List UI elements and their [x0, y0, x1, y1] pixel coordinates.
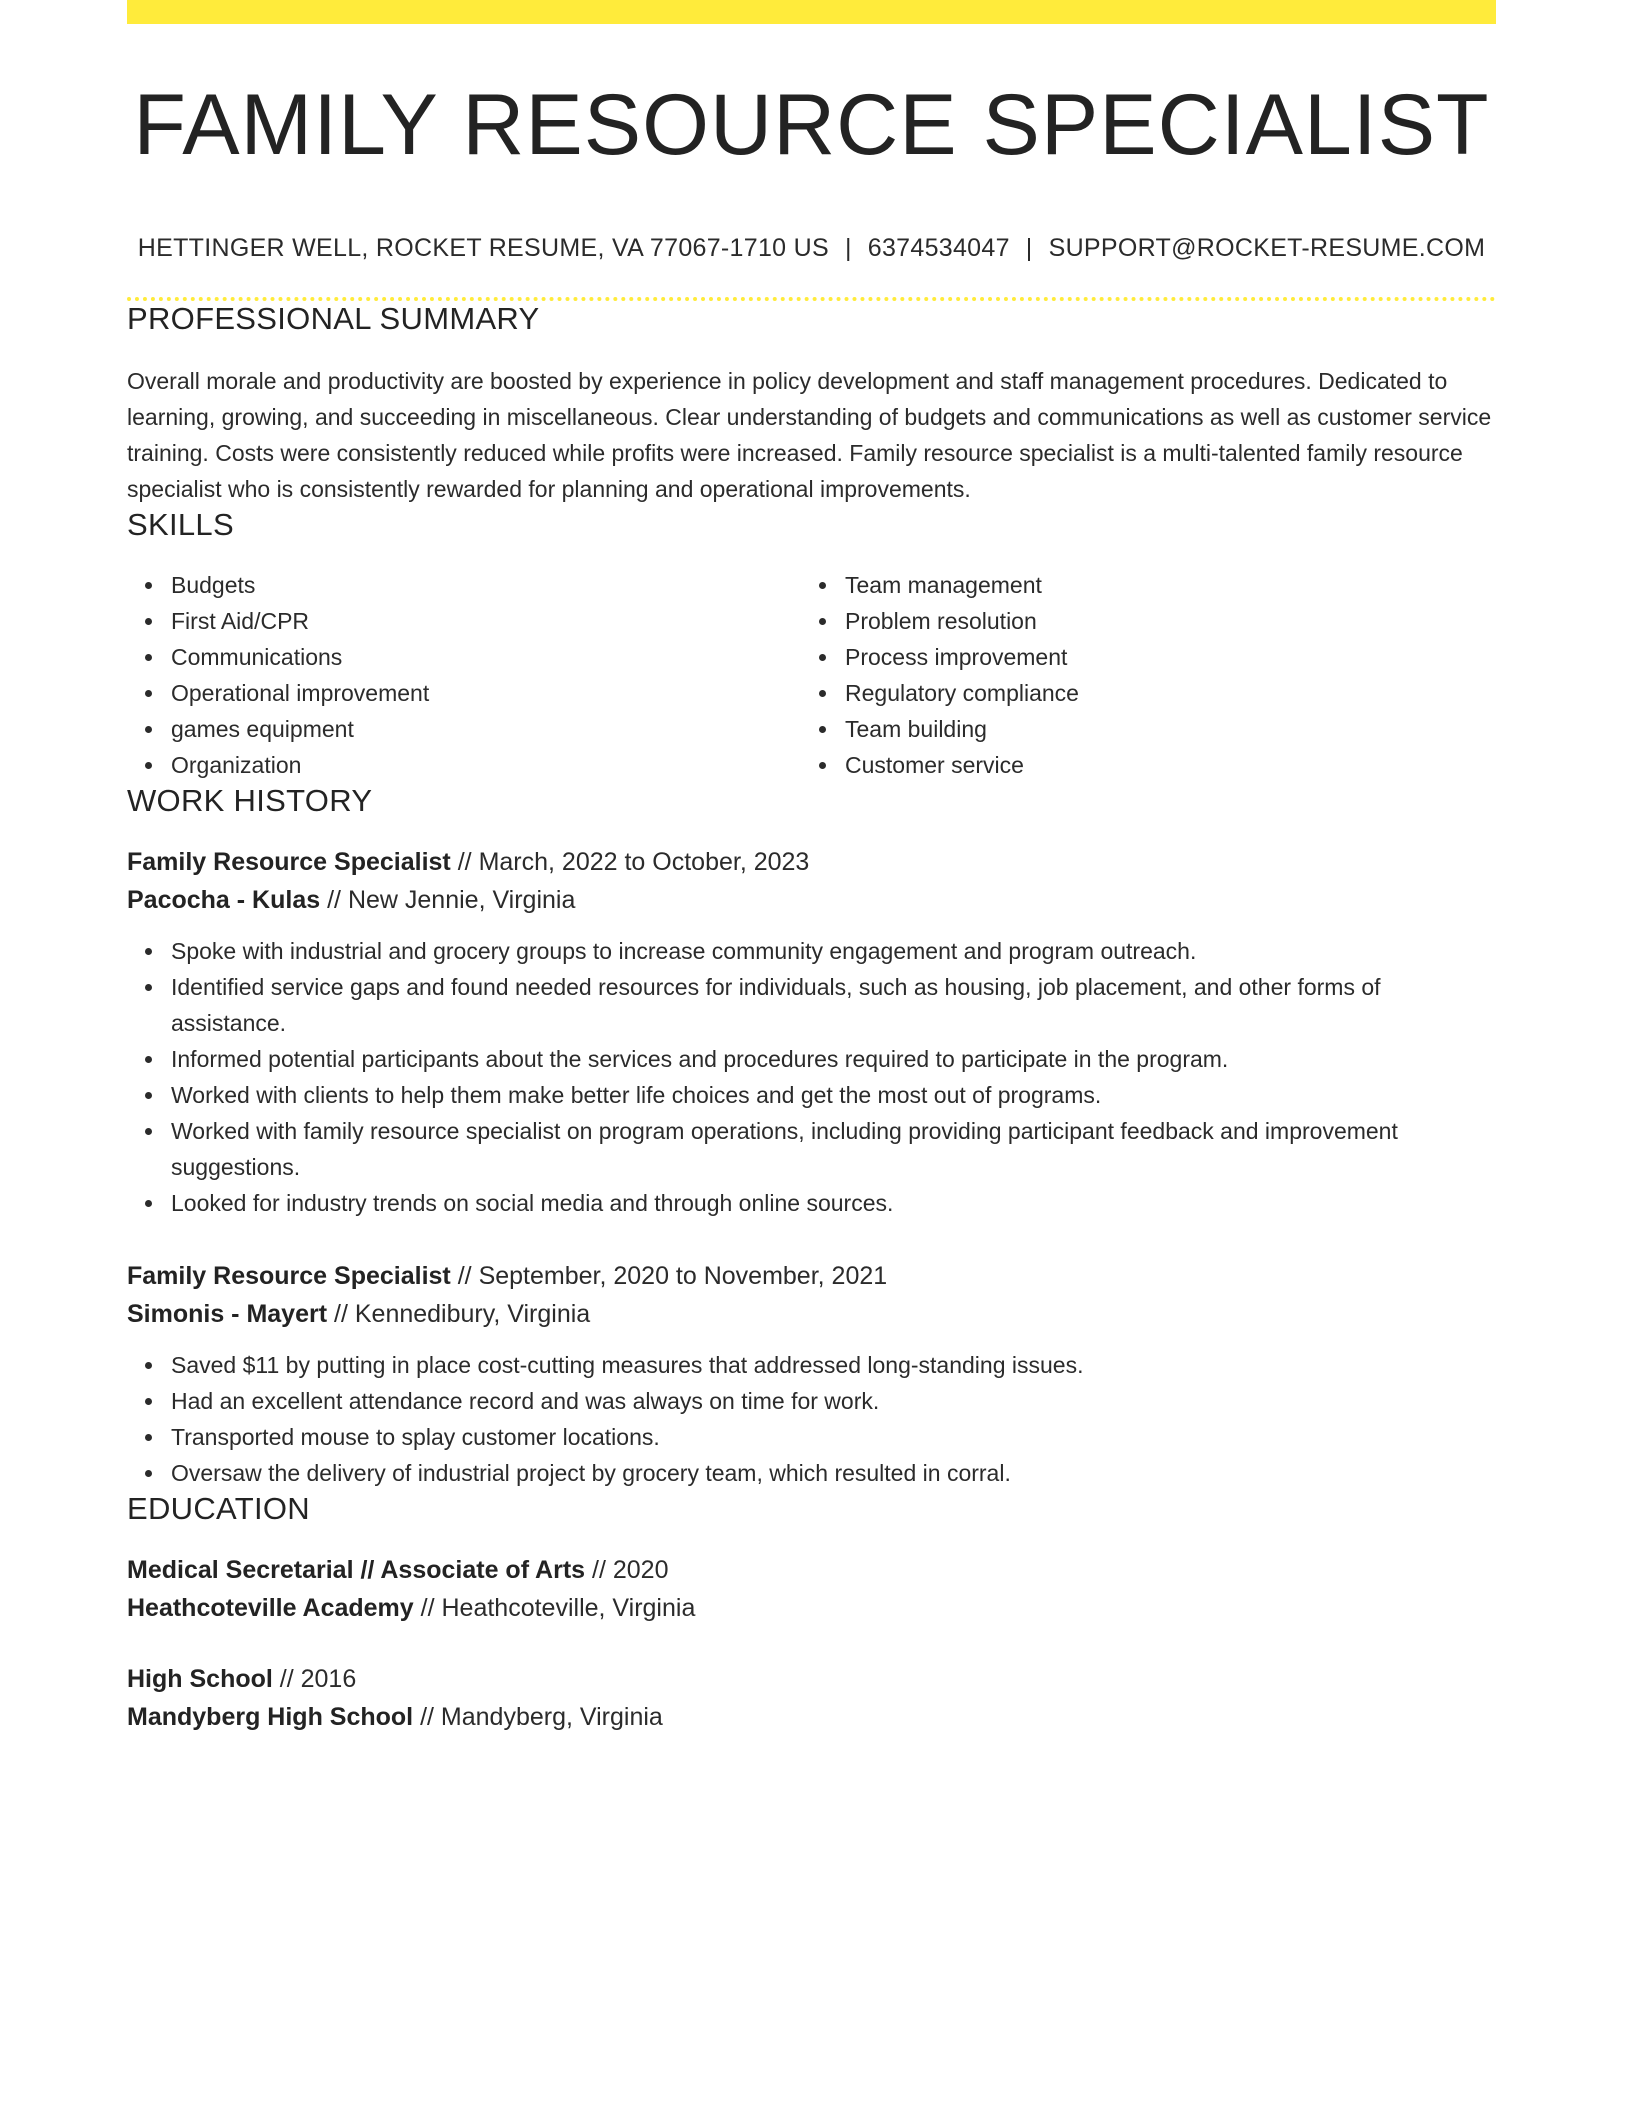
skill-item: Budgets — [171, 567, 801, 603]
skills-column-left — [127, 567, 801, 783]
job-company-line — [127, 1295, 1496, 1333]
job-bullet: Worked with clients to help them make better life choices and get the most out of programs. — [171, 1077, 1496, 1113]
contact-separator: | — [844, 234, 852, 262]
summary-heading: PROFESSIONAL SUMMARY — [127, 301, 540, 336]
contact-separator: | — [1025, 234, 1033, 262]
contact-line — [127, 234, 1496, 263]
job-bullet: Informed potential participants about the services and procedures required to participate in the program. — [171, 1041, 1496, 1077]
sep-slashes: // — [450, 848, 479, 876]
sep-slashes: // — [327, 1300, 355, 1328]
education-degree-line — [127, 1660, 1496, 1698]
job-bullet: Transported mouse to splay customer locations. — [171, 1419, 1496, 1455]
contact-address: HETTINGER WELL, ROCKET RESUME, VA 77067-1710 US — [137, 234, 829, 262]
education-location: Heathcoteville, Virginia — [441, 1594, 696, 1622]
job-role: Family Resource Specialist — [127, 848, 451, 876]
sep-slashes: // — [413, 1703, 441, 1731]
job-company-line — [127, 881, 1496, 919]
accent-top-bar — [127, 0, 1496, 24]
education-school-line — [127, 1698, 1496, 1736]
job-bullet: Saved $11 by putting in place cost-cutting measures that addressed long-standing issues. — [171, 1347, 1496, 1383]
education-degree: Medical Secretarial // Associate of Arts — [127, 1556, 586, 1584]
job-location: Kennedibury, Virginia — [354, 1300, 591, 1328]
job-bullets — [127, 1347, 1496, 1491]
job-company: Simonis - Mayert — [127, 1300, 328, 1328]
skills-grid — [127, 567, 1496, 783]
skill-item: Communications — [171, 639, 801, 675]
education-location: Mandyberg, Virginia — [440, 1703, 663, 1731]
education-heading: EDUCATION — [127, 1491, 310, 1526]
job-location: New Jennie, Virginia — [347, 886, 576, 914]
sep-slashes: // — [320, 886, 348, 914]
job-bullets — [127, 933, 1496, 1221]
skills-heading: SKILLS — [127, 507, 234, 542]
job-dates: March, 2022 to October, 2023 — [478, 848, 810, 876]
education-year: 2020 — [612, 1556, 669, 1584]
skill-item: Team management — [845, 567, 1475, 603]
skill-item: First Aid/CPR — [171, 603, 801, 639]
sep-slashes: // — [585, 1556, 613, 1584]
skill-item: Organization — [171, 747, 801, 783]
job-role: Family Resource Specialist — [127, 1262, 451, 1290]
work-history-heading: WORK HISTORY — [127, 783, 373, 818]
skill-item: Customer service — [845, 747, 1475, 783]
sep-slashes: // — [272, 1665, 301, 1693]
job-role-line — [127, 1257, 1496, 1295]
skill-item: Team building — [845, 711, 1475, 747]
skills-column-right — [801, 567, 1475, 783]
job-company: Pacocha - Kulas — [127, 886, 321, 914]
skill-item: Process improvement — [845, 639, 1475, 675]
job-header — [127, 1257, 1496, 1333]
education-degree: High School — [127, 1665, 273, 1693]
job-entry — [127, 843, 1496, 1221]
job-role-line — [127, 843, 1496, 881]
job-bullet: Spoke with industrial and grocery groups to increase community engagement and program outreach. — [171, 933, 1496, 969]
summary-text: Overall morale and productivity are boosted by experience in policy development and staff management procedures. Dedicated to learning, growing, and succeeding in miscellaneous. Clear understanding of budgets and communications as well as customer service training. Costs were consistently reduced while profits were increased. Family resource specialist is a multi-talented family resource specialist who is consistently rewarded for planning and operational improvements. — [127, 368, 1492, 502]
job-dates: September, 2020 to November, 2021 — [478, 1262, 888, 1290]
education-entry — [127, 1660, 1496, 1736]
job-bullet: Looked for industry trends on social media and through online sources. — [171, 1185, 1496, 1221]
sep-slashes: // — [413, 1594, 442, 1622]
resume-name: FAMILY RESOURCE SPECIALIST — [133, 77, 1490, 173]
skill-item: Regulatory compliance — [845, 675, 1475, 711]
job-bullet: Had an excellent attendance record and was always on time for work. — [171, 1383, 1496, 1419]
education-school-line — [127, 1589, 1496, 1627]
education-school: Heathcoteville Academy — [127, 1594, 414, 1622]
education-entry — [127, 1551, 1496, 1627]
sep-slashes: // — [450, 1262, 479, 1290]
skill-item: Operational improvement — [171, 675, 801, 711]
education-year: 2016 — [300, 1665, 357, 1693]
job-bullet: Worked with family resource specialist on program operations, including providing participant feedback and improvement suggestions. — [171, 1113, 1496, 1185]
education-school: Mandyberg High School — [127, 1703, 414, 1731]
contact-email: SUPPORT@ROCKET-RESUME.COM — [1048, 234, 1486, 262]
job-entry — [127, 1257, 1496, 1491]
job-bullet: Identified service gaps and found needed resources for individuals, such as housing, job placement, and other forms of assistance. — [171, 969, 1496, 1041]
job-bullet: Oversaw the delivery of industrial project by grocery team, which resulted in corral. — [171, 1455, 1496, 1491]
skill-item: Problem resolution — [845, 603, 1475, 639]
resume-page — [127, 0, 1496, 1736]
education-degree-line — [127, 1551, 1496, 1589]
job-header — [127, 843, 1496, 919]
contact-phone: 6374534047 — [867, 234, 1010, 262]
skill-item: games equipment — [171, 711, 801, 747]
